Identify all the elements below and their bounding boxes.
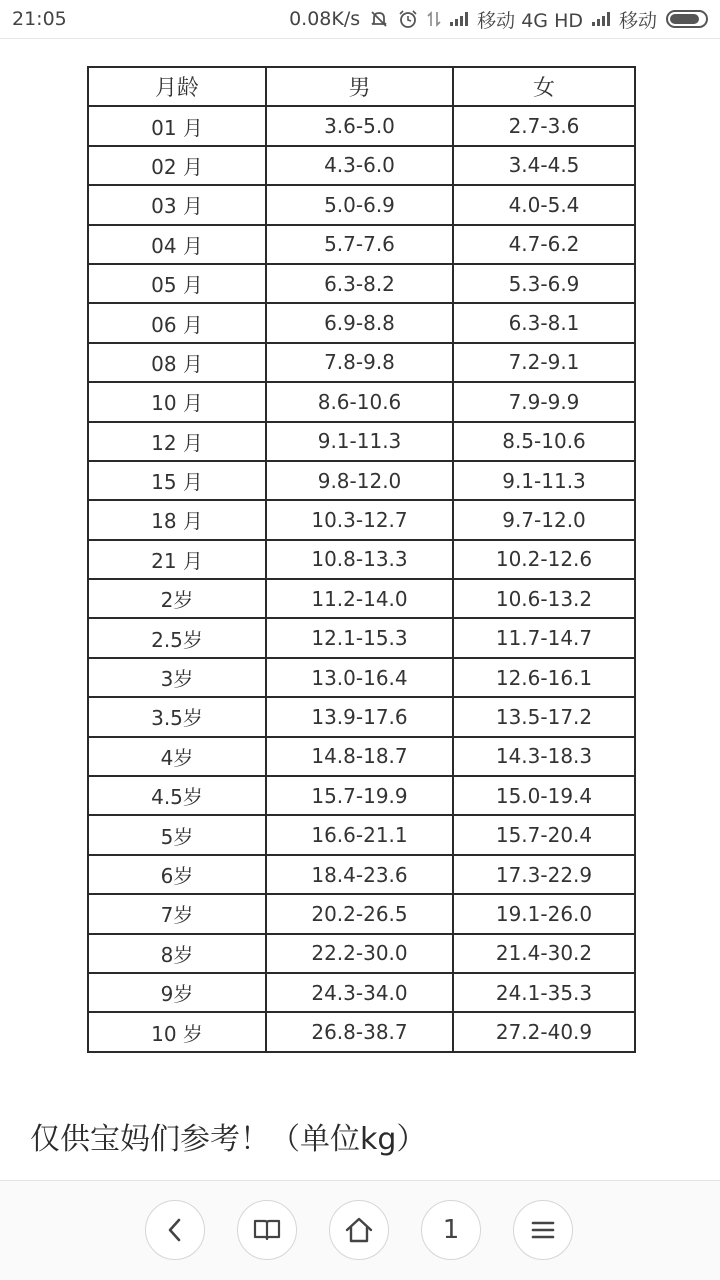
menu-button[interactable]	[513, 1200, 573, 1260]
cell-age: 3.5岁	[88, 697, 266, 736]
cell-male: 9.1-11.3	[266, 422, 453, 461]
cell-female: 21.4-30.2	[453, 934, 635, 973]
cell-age: 03 月	[88, 185, 266, 224]
cell-male: 16.6-21.1	[266, 815, 453, 854]
home-icon	[344, 1216, 374, 1244]
carrier-1: 移动 4G HD	[477, 9, 583, 32]
cell-male: 15.7-19.9	[266, 776, 453, 815]
cell-age: 10 月	[88, 382, 266, 421]
cell-female: 10.2-12.6	[453, 540, 635, 579]
cell-age: 05 月	[88, 264, 266, 303]
table-row	[88, 934, 635, 973]
cell-female: 27.2-40.9	[453, 1012, 635, 1051]
cell-age: 2岁	[88, 579, 266, 618]
header-male: 男	[266, 67, 453, 106]
cell-male: 22.2-30.0	[266, 934, 453, 973]
status-indicators	[289, 6, 708, 33]
table-row	[88, 618, 635, 657]
cell-female: 7.2-9.1	[453, 343, 635, 382]
table-row	[88, 579, 635, 618]
cell-female: 4.7-6.2	[453, 225, 635, 264]
table-row	[88, 500, 635, 539]
cell-female: 12.6-16.1	[453, 658, 635, 697]
tabs-button[interactable]	[421, 1200, 481, 1260]
bottom-nav-bar	[0, 1180, 720, 1280]
weight-table	[87, 66, 636, 1053]
table-row	[88, 264, 635, 303]
cell-male: 12.1-15.3	[266, 618, 453, 657]
cell-age: 04 月	[88, 225, 266, 264]
battery-icon	[666, 10, 708, 28]
table-row	[88, 343, 635, 382]
cell-female: 10.6-13.2	[453, 579, 635, 618]
back-button[interactable]	[145, 1200, 205, 1260]
clock: 21:05	[12, 8, 67, 30]
table-row	[88, 737, 635, 776]
table-row	[88, 225, 635, 264]
weight-table-image	[87, 66, 634, 1051]
cell-male: 13.9-17.6	[266, 697, 453, 736]
signal-icon	[450, 12, 468, 26]
cell-age: 8岁	[88, 934, 266, 973]
table-row	[88, 815, 635, 854]
cell-female: 9.7-12.0	[453, 500, 635, 539]
status-bar	[0, 0, 720, 38]
cell-age: 18 月	[88, 500, 266, 539]
header-female: 女	[453, 67, 635, 106]
cell-male: 8.6-10.6	[266, 382, 453, 421]
cell-male: 10.3-12.7	[266, 500, 453, 539]
cell-age: 6岁	[88, 855, 266, 894]
tab-count: 1	[442, 1215, 460, 1245]
cell-male: 5.7-7.6	[266, 225, 453, 264]
status-divider	[0, 38, 720, 39]
cell-age: 01 月	[88, 106, 266, 145]
table-row	[88, 658, 635, 697]
table-body	[88, 106, 635, 1051]
table-row	[88, 422, 635, 461]
cell-female: 19.1-26.0	[453, 894, 635, 933]
table-row	[88, 146, 635, 185]
cell-male: 20.2-26.5	[266, 894, 453, 933]
network-speed: 0.08K/s	[289, 8, 361, 30]
cell-age: 12 月	[88, 422, 266, 461]
cell-age: 9岁	[88, 973, 266, 1012]
table-row	[88, 776, 635, 815]
cell-male: 18.4-23.6	[266, 855, 453, 894]
cell-age: 15 月	[88, 461, 266, 500]
cell-female: 9.1-11.3	[453, 461, 635, 500]
carrier-2: 移动	[618, 9, 657, 32]
table-row	[88, 185, 635, 224]
cell-female: 15.7-20.4	[453, 815, 635, 854]
cell-age: 4.5岁	[88, 776, 266, 815]
cell-age: 5岁	[88, 815, 266, 854]
cell-male: 24.3-34.0	[266, 973, 453, 1012]
menu-icon	[530, 1219, 556, 1241]
cell-male: 11.2-14.0	[266, 579, 453, 618]
cell-age: 4岁	[88, 737, 266, 776]
table-row	[88, 894, 635, 933]
cell-female: 14.3-18.3	[453, 737, 635, 776]
cell-female: 6.3-8.1	[453, 303, 635, 342]
cell-male: 6.9-8.8	[266, 303, 453, 342]
table-row	[88, 382, 635, 421]
header-age: 月龄	[88, 67, 266, 106]
cell-male: 6.3-8.2	[266, 264, 453, 303]
cell-female: 24.1-35.3	[453, 973, 635, 1012]
cell-age: 10 岁	[88, 1012, 266, 1051]
cell-female: 2.7-3.6	[453, 106, 635, 145]
cell-male: 7.8-9.8	[266, 343, 453, 382]
data-arrows-icon	[427, 10, 441, 28]
table-row	[88, 697, 635, 736]
cell-male: 26.8-38.7	[266, 1012, 453, 1051]
cell-female: 17.3-22.9	[453, 855, 635, 894]
cell-male: 10.8-13.3	[266, 540, 453, 579]
cell-age: 2.5岁	[88, 618, 266, 657]
cell-female: 4.0-5.4	[453, 185, 635, 224]
cell-male: 5.0-6.9	[266, 185, 453, 224]
table-row	[88, 106, 635, 145]
cell-female: 11.7-14.7	[453, 618, 635, 657]
cell-age: 7岁	[88, 894, 266, 933]
cell-female: 5.3-6.9	[453, 264, 635, 303]
table-row	[88, 855, 635, 894]
cell-female: 15.0-19.4	[453, 776, 635, 815]
table-header-row	[88, 67, 635, 106]
cell-male: 14.8-18.7	[266, 737, 453, 776]
table-row	[88, 303, 635, 342]
table-row	[88, 461, 635, 500]
cell-age: 08 月	[88, 343, 266, 382]
home-button[interactable]	[329, 1200, 389, 1260]
book-icon	[252, 1217, 282, 1243]
cell-age: 21 月	[88, 540, 266, 579]
cell-age: 3岁	[88, 658, 266, 697]
table-row	[88, 540, 635, 579]
cell-age: 02 月	[88, 146, 266, 185]
caption-text: 仅供宝妈们参考！（单位kg）	[30, 1122, 427, 1157]
alarm-icon	[398, 9, 418, 29]
cell-male: 4.3-6.0	[266, 146, 453, 185]
signal-icon-2	[592, 12, 610, 26]
cell-female: 7.9-9.9	[453, 382, 635, 421]
cell-female: 8.5-10.6	[453, 422, 635, 461]
cell-female: 13.5-17.2	[453, 697, 635, 736]
cell-age: 06 月	[88, 303, 266, 342]
back-icon	[164, 1217, 186, 1243]
cell-male: 9.8-12.0	[266, 461, 453, 500]
mute-icon	[369, 9, 389, 29]
table-row	[88, 973, 635, 1012]
table-row	[88, 1012, 635, 1051]
cell-female: 3.4-4.5	[453, 146, 635, 185]
bookmarks-button[interactable]	[237, 1200, 297, 1260]
cell-male: 3.6-5.0	[266, 106, 453, 145]
cell-male: 13.0-16.4	[266, 658, 453, 697]
